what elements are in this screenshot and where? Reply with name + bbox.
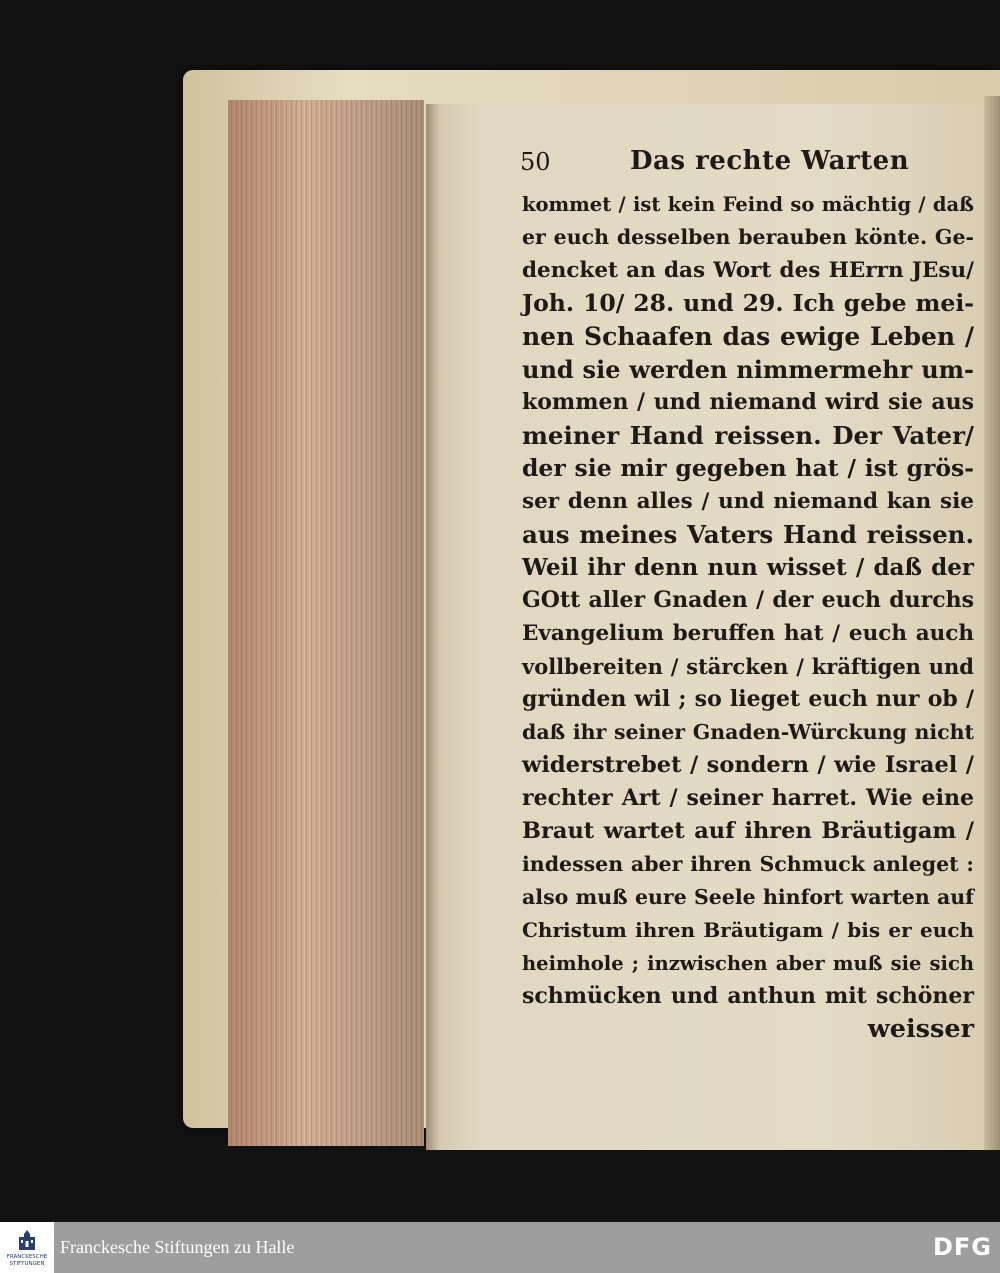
dfg-logo-link[interactable]: DFG bbox=[932, 1233, 992, 1261]
logo-line-1: FRANCKESCHE bbox=[6, 1254, 48, 1260]
text-line: rechter Art / seiner harret. Wie eine bbox=[522, 785, 974, 811]
page-edge bbox=[984, 96, 1000, 1150]
text-line: nen Schaafen das ewige Leben / bbox=[522, 322, 974, 351]
text-line: kommet / ist kein Feind so mächtig / daß bbox=[522, 193, 974, 216]
institution-link[interactable]: Franckesche Stiftungen zu Halle bbox=[60, 1237, 295, 1257]
running-head: Das rechte Warten bbox=[630, 146, 910, 176]
logo-text bbox=[2, 1254, 52, 1268]
text-line: Evangelium beruffen hat / euch auch bbox=[522, 621, 974, 646]
text-line: Weil ihr denn nun wisset / daß der bbox=[522, 554, 974, 581]
text-line: aus meines Vaters Hand reissen. bbox=[522, 520, 974, 549]
text-line: daß ihr seiner Gnaden-Würckung nicht bbox=[522, 720, 974, 744]
text-line: schmücken und anthun mit schöner bbox=[522, 983, 974, 1009]
text-line: gründen wil ; so lieget euch nur ob / bbox=[522, 686, 974, 712]
catchword: weisser bbox=[867, 1014, 974, 1044]
text-line: heimhole ; inzwischen aber muß sie sich bbox=[522, 952, 974, 975]
text-line: ser denn alles / und niemand kan sie bbox=[522, 489, 974, 514]
text-line: der sie mir gegeben hat / ist grös- bbox=[522, 454, 974, 482]
text-line: und sie werden nimmermehr um- bbox=[522, 355, 974, 384]
text-line: vollbereiten / stärcken / kräftigen und bbox=[522, 654, 974, 679]
orphanage-building-icon bbox=[15, 1229, 39, 1251]
text-line: meiner Hand reissen. Der Vater/ bbox=[522, 421, 974, 450]
body-text bbox=[522, 188, 974, 1046]
page-number: 50 bbox=[520, 148, 551, 176]
fore-edge-shade bbox=[228, 100, 424, 1146]
page-gutter bbox=[426, 104, 440, 1150]
text-line: Christum ihren Bräutigam / bis er euch bbox=[522, 918, 974, 942]
viewer-footer bbox=[0, 1222, 1000, 1273]
institution-logo-link[interactable] bbox=[0, 1222, 54, 1273]
text-line: indessen aber ihren Schmuck anleget : bbox=[522, 852, 974, 876]
text-line: Joh. 10/ 28. und 29. Ich gebe mei- bbox=[522, 289, 974, 317]
text-line: er euch desselben berauben könte. Ge- bbox=[522, 225, 974, 249]
text-line: widerstrebet / sondern / wie Israel / bbox=[522, 752, 974, 778]
page-header bbox=[520, 140, 970, 180]
logo-line-2: STIFTUNGEN bbox=[9, 1261, 45, 1267]
text-line: GOtt aller Gnaden / der euch durchs bbox=[522, 587, 974, 613]
text-line: also muß eure Seele hinfort warten auf bbox=[522, 885, 974, 909]
text-line: dencket an das Wort des HErrn JEsu/ bbox=[522, 258, 974, 283]
text-line: kommen / und niemand wird sie aus bbox=[522, 389, 974, 415]
text-line: Braut wartet auf ihren Bräutigam / bbox=[522, 818, 974, 844]
